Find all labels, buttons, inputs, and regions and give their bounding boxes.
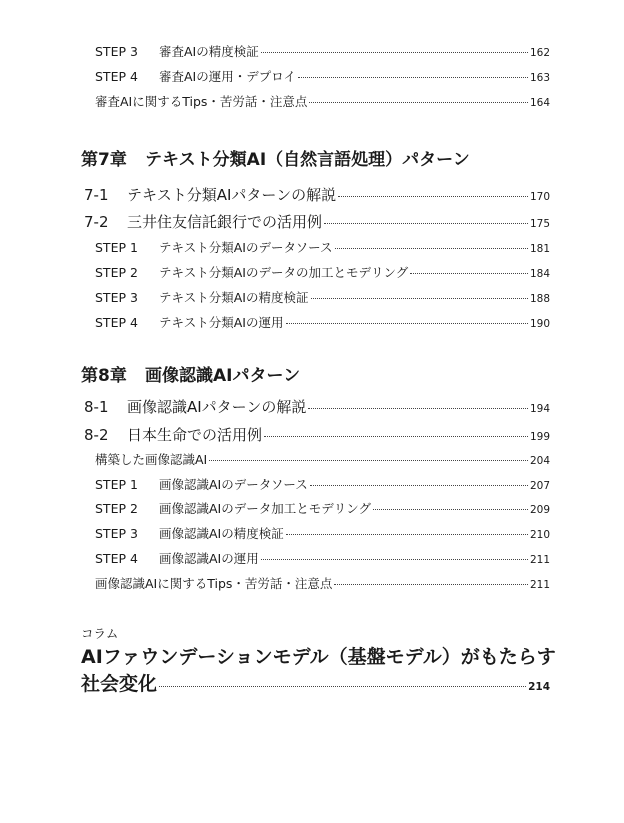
step-number: STEP 4 — [95, 69, 138, 84]
column-title-line1: AIファウンデーションモデル（基盤モデル）がもたらす — [81, 646, 556, 668]
entry-title: 画像認識AIのデータ加工とモデリング — [159, 501, 371, 516]
toc-entry[interactable] — [84, 213, 550, 231]
toc-entry[interactable] — [84, 398, 550, 416]
page-number: 163 — [529, 72, 550, 84]
step-number: STEP 3 — [95, 290, 138, 305]
dot-leader — [324, 223, 528, 224]
step-number: STEP 4 — [95, 551, 138, 566]
dot-leader — [308, 408, 528, 409]
dot-leader — [159, 686, 526, 687]
chapter-title: テキスト分類AI（自然言語処理）パターン — [145, 150, 470, 170]
entry-title: 日本生命での活用例 — [127, 426, 263, 444]
page-number: 190 — [529, 318, 550, 330]
page-number: 214 — [528, 681, 550, 693]
step-number: STEP 3 — [95, 526, 138, 541]
page-number: 188 — [529, 293, 550, 305]
toc-entry[interactable] — [84, 426, 550, 444]
entry-title: テキスト分類AIパターンの解説 — [127, 186, 337, 204]
toc-entry[interactable] — [95, 501, 550, 517]
page-number: 181 — [529, 243, 550, 255]
toc-entry[interactable] — [95, 44, 550, 60]
dot-leader — [261, 52, 528, 53]
entry-title: テキスト分類AIの運用 — [159, 315, 284, 330]
section-number: 8-1 — [84, 398, 109, 416]
page-number: 175 — [529, 218, 550, 230]
dot-leader — [373, 509, 528, 510]
entry-title: テキスト分類AIのデータの加工とモデリング — [159, 265, 409, 280]
dot-leader — [338, 196, 528, 197]
toc-entry[interactable] — [95, 69, 550, 85]
page-number: 207 — [529, 480, 550, 492]
step-number: STEP 1 — [95, 477, 138, 492]
dot-leader — [334, 584, 528, 585]
entry-title: 審査AIに関するTips・苦労話・注意点 — [95, 94, 308, 109]
page-number: 184 — [529, 268, 550, 280]
dot-leader — [311, 298, 528, 299]
page-number: 194 — [529, 403, 550, 415]
toc-entry[interactable] — [95, 265, 550, 281]
chapter-heading[interactable] — [81, 366, 550, 386]
chapter-heading[interactable] — [81, 150, 550, 170]
toc-entry[interactable] — [95, 315, 550, 331]
column-label — [81, 626, 118, 641]
dot-leader — [261, 559, 528, 560]
column-label-text: コラム — [81, 626, 119, 641]
toc-entry[interactable] — [95, 290, 550, 306]
page-number: 210 — [529, 529, 550, 541]
toc-entry[interactable] — [95, 526, 550, 542]
page-number: 204 — [529, 455, 550, 467]
step-number: STEP 3 — [95, 44, 138, 59]
section-number: 8-2 — [84, 426, 109, 444]
dot-leader — [310, 485, 528, 486]
entry-title: 審査AIの精度検証 — [159, 44, 259, 59]
chapter-number: 第7章 — [81, 150, 127, 170]
section-number: 7-1 — [84, 186, 109, 204]
entry-title: 構築した画像認識AI — [95, 452, 208, 467]
entry-title: テキスト分類AIのデータソース — [159, 240, 333, 255]
dot-leader — [410, 273, 528, 274]
dot-leader — [209, 460, 528, 461]
page-number: 162 — [529, 47, 550, 59]
entry-title: 画像認識AIの精度検証 — [159, 526, 284, 541]
page-number: 209 — [529, 504, 550, 516]
page-number: 211 — [529, 579, 550, 591]
entry-title: 審査AIの運用・デプロイ — [159, 69, 296, 84]
step-number: STEP 2 — [95, 501, 138, 516]
toc-entry[interactable] — [95, 452, 550, 468]
page-number: 211 — [529, 554, 550, 566]
toc-entry[interactable] — [95, 576, 550, 592]
entry-title: 画像認識AIのデータソース — [159, 477, 308, 492]
section-number: 7-2 — [84, 213, 109, 231]
toc-entry[interactable] — [95, 477, 550, 493]
page-number: 170 — [529, 191, 550, 203]
page-number: 199 — [529, 431, 550, 443]
chapter-title: 画像認識AIパターン — [145, 366, 301, 386]
dot-leader — [286, 534, 528, 535]
toc-entry[interactable] — [84, 186, 550, 204]
dot-leader — [309, 102, 528, 103]
entry-title: 画像認識AIに関するTips・苦労話・注意点 — [95, 576, 333, 591]
chapter-number: 第8章 — [81, 366, 127, 386]
entry-title: 三井住友信託銀行での活用例 — [127, 213, 323, 231]
entry-title: テキスト分類AIの精度検証 — [159, 290, 309, 305]
step-number: STEP 2 — [95, 265, 138, 280]
toc-entry[interactable] — [95, 94, 550, 110]
dot-leader — [335, 248, 528, 249]
column-title[interactable] — [81, 646, 556, 669]
page-number: 164 — [529, 97, 550, 109]
toc-entry[interactable] — [95, 551, 550, 567]
dot-leader — [264, 436, 528, 437]
column-title-line2: 社会変化 — [81, 673, 158, 695]
entry-title: 画像認識AIパターンの解説 — [127, 398, 307, 416]
dot-leader — [298, 77, 528, 78]
toc-entry[interactable] — [81, 673, 550, 696]
step-number: STEP 1 — [95, 240, 138, 255]
dot-leader — [286, 323, 528, 324]
toc-entry[interactable] — [95, 240, 550, 256]
entry-title: 画像認識AIの運用 — [159, 551, 259, 566]
step-number: STEP 4 — [95, 315, 138, 330]
